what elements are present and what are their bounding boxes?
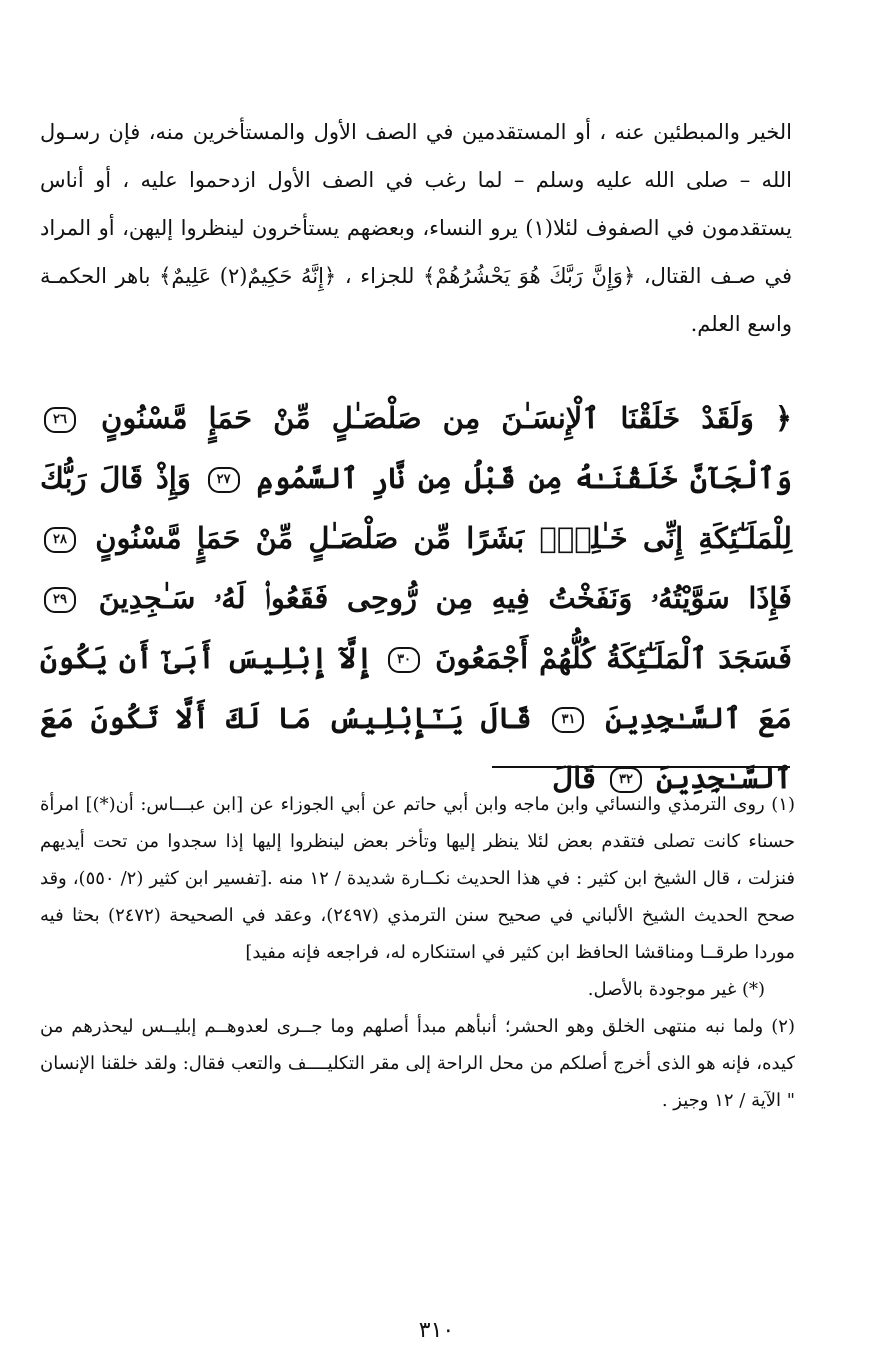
footnote-separator bbox=[492, 766, 790, 768]
footnote-2: (٢) ولما نبه منتهى الخلق وهو الحشر؛ أنبأهم مبدأ أصلهم وما جــرى لعدوهــم إبليــس ليحذرهم من كيده، فإنه هو الذى أخرج أصلكم من محل الراحة إلى مقر التكليــــف والتعب فقال: ولقد خلقنا الإنسان " الآية / ١٢ وجيز . bbox=[40, 1016, 795, 1111]
ayah-31-text: إِلَّآ إِبْلِيسَ أَبَىٰٓ أَن يَكُونَ مَعَ ٱلسَّـٰجِدِينَ bbox=[40, 641, 792, 735]
ayah-number-marker: ٣٢ bbox=[610, 767, 642, 793]
ayah-26-text: وَلَقَدْ خَلَقْنَا ٱلْإِنسَـٰنَ مِن صَلْصَـٰلٍ مِّنْ حَمَإٍ مَّسْنُونٍ bbox=[101, 401, 754, 435]
ayah-30-text: فَسَجَدَ ٱلْمَلَـٰٓئِكَةُ كُلُّهُمْ أَجْمَعُونَ bbox=[435, 641, 792, 675]
ayah-number-marker: ٢٩ bbox=[44, 587, 76, 613]
footnotes bbox=[40, 786, 795, 1119]
quran-verses bbox=[40, 388, 792, 808]
page-number: ٣١٠ bbox=[418, 1318, 455, 1343]
ayah-number-marker: ٢٦ bbox=[44, 407, 76, 433]
ayah-29-text: فَإِذَا سَوَّيْتُهُۥ وَنَفَخْتُ فِيهِ مِن رُّوحِى فَقَعُوا۟ لَهُۥ سَـٰجِدِينَ bbox=[98, 581, 792, 615]
ayah-continuation: قَالَ bbox=[552, 761, 596, 795]
quran-paragraph bbox=[40, 388, 792, 808]
ayah-28-text: وَإِذْ قَالَ رَبُّكَ لِلْمَلَـٰٓئِكَةِ إِنِّى خَـٰلِقٌۢ بَشَرًا مِّن صَلْصَـٰلٍ مِّنْ حَمَإٍ مَّسْنُونٍ bbox=[40, 461, 792, 555]
ayah-32-text: قَالَ يَـٰٓإِبْلِيسُ مَا لَكَ أَلَّا تَكُونَ مَعَ ٱلسَّـٰجِدِينَ bbox=[40, 701, 792, 795]
ayah-number-marker: ٢٨ bbox=[44, 527, 76, 553]
ornate-bracket-open: ﴿ bbox=[774, 401, 792, 435]
commentary-paragraph: الخير والمبطئين عنه ، أو المستقدمين في الصف الأول والمستأخرين منه، فإن رسـول الله – صلى الله عليه وسلم – لما رغب في الصف الأول ازدحموا عليه ، أو أناس يستقدمون في الصفوف لئلا(١) يرو النساء، وبعضهم يستأخرون لينظروا إليهن، أو المراد في صـف القتال، ﴿وَإِنَّ رَبَّكَ هُوَ يَحْشُرُهُمْ﴾ للجزاء ، ﴿إِنَّهُ حَكِيمٌ(٢) عَلِيمٌ﴾ باهر الحكمـة واسع العلم. bbox=[40, 120, 793, 336]
ayah-27-text: وَٱلْجَآنَّ خَلَقْنَـٰهُ مِن قَبْلُ مِن نَّارِ ٱلسَّمُومِ bbox=[256, 461, 792, 495]
ayah-number-marker: ٣١ bbox=[552, 707, 584, 733]
commentary-text bbox=[40, 108, 792, 348]
footnote-1: (١) روى الترمذي والنسائي وابن ماجه وابن أبي حاتم عن أبي الجوزاء عن [ابن عبـــاس: أن(*)] امرأة حسناء كانت تصلى فتقدم بعض لئلا ينظر إليها وتأخر بعض لينظروا إليها إذا سجدوا من تحت أيديهم فنزلت ، قال الشيخ ابن كثير : في هذا الحديث نكــارة شديدة / ١٢ منه .[تفسير ابن كثير (٢/ ٥٥٠)، وقد صحح الحديث الشيخ الألباني في صحيح سنن الترمذي (٢٤٩٧)، وعقد في الصحيحة (٢٤٧٢) بحثا فيه موردا طرقــا ومناقشا الحافظ ابن كثير في استنكاره له، فراجعه فإنه مفيد] bbox=[40, 794, 796, 963]
ayah-number-marker: ٣٠ bbox=[388, 647, 420, 673]
footnote-1-note: (*) غير موجودة بالأصل. bbox=[587, 979, 765, 1000]
ayah-number-marker: ٢٧ bbox=[208, 467, 240, 493]
